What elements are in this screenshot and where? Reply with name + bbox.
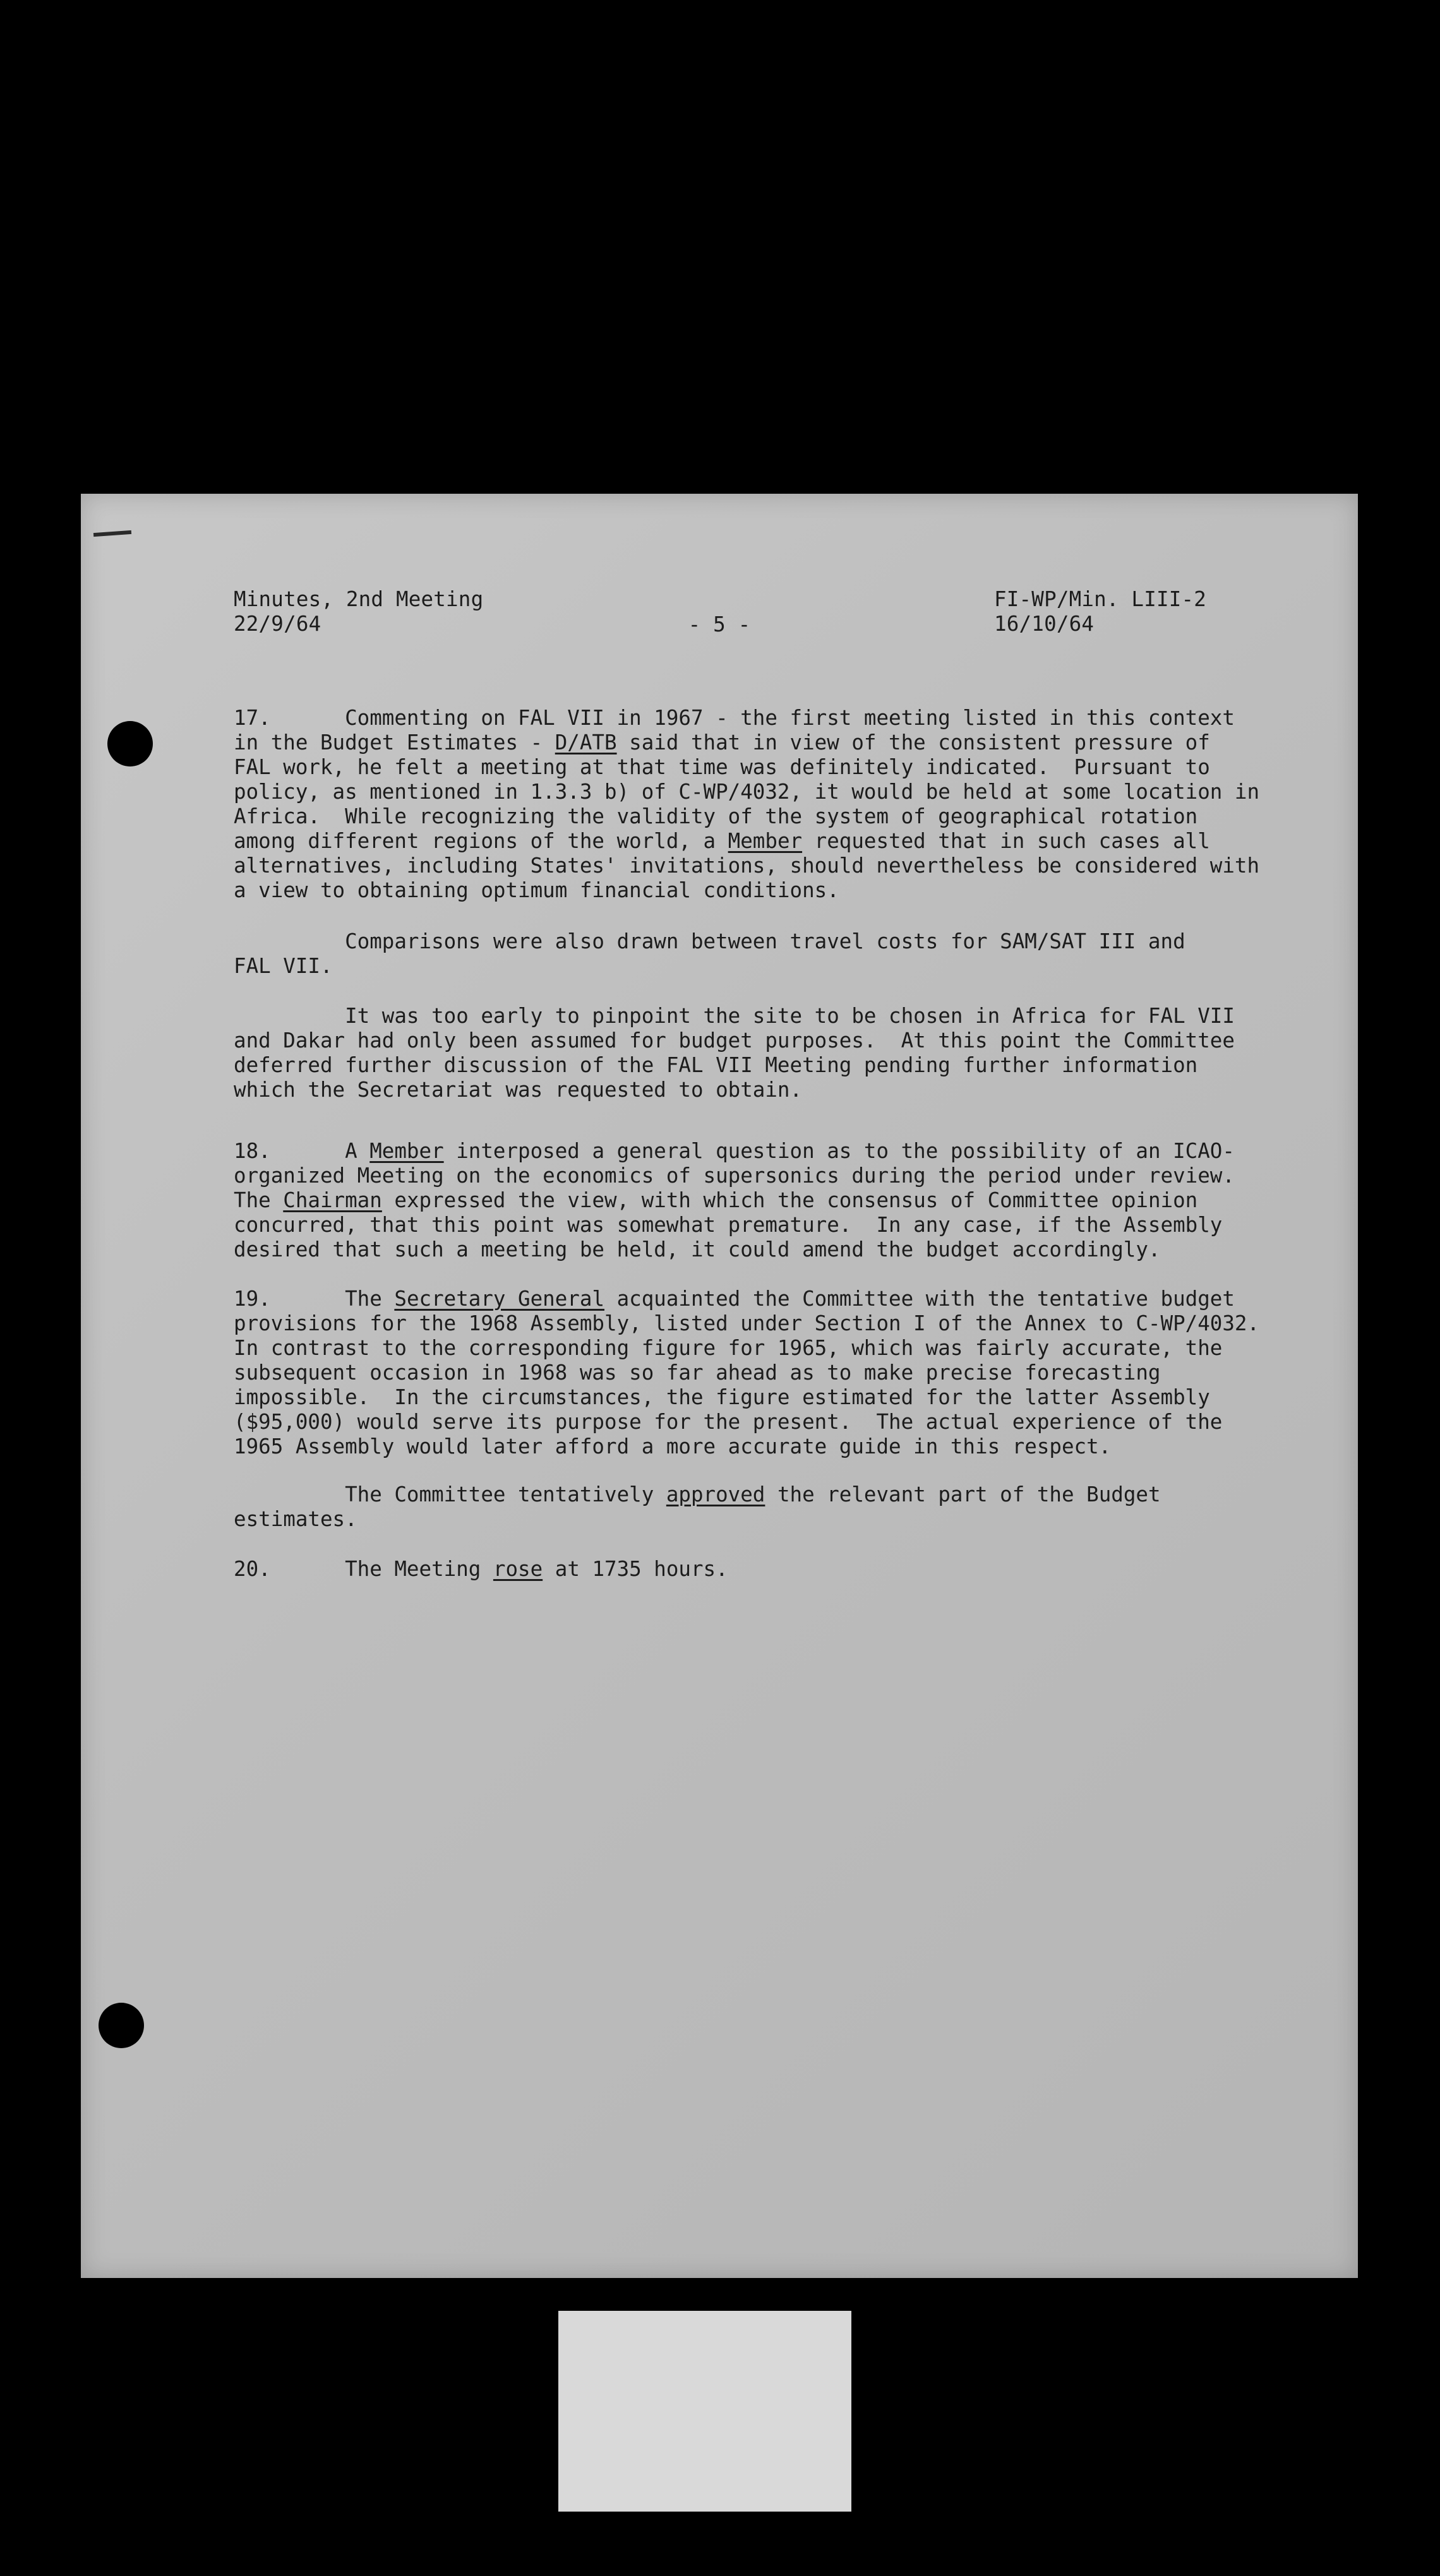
- text-line: 17. Commenting on FAL VII in 1967 - the first meeting listed in this context: [234, 706, 1235, 730]
- text-line: in the Budget Estimates -: [234, 730, 555, 754]
- text-line: interposed a general question as to the possibility of an ICAO-: [443, 1139, 1235, 1163]
- underlined-term: Chairman: [283, 1188, 382, 1212]
- header-right: [994, 587, 1206, 636]
- underlined-term: D/ATB: [555, 730, 617, 754]
- text-line: 18. A: [234, 1139, 370, 1163]
- text-line: organized Meeting on the economics of supersonics during the period under review.: [234, 1164, 1235, 1188]
- underlined-term: Secretary General: [394, 1287, 605, 1311]
- text-line: a view to obtaining optimum financial conditions.: [234, 878, 839, 902]
- text-line: concurred, that this point was somewhat premature. In any case, if the Assembly: [234, 1213, 1223, 1237]
- text-line: policy, as mentioned in 1.3.3 b) of C-WP/4032, it would be held at some location in: [234, 780, 1260, 804]
- paragraph-17-site: [234, 1004, 1235, 1102]
- text-line: among different regions of the world, a: [234, 829, 728, 853]
- meeting-date: 22/9/64: [234, 612, 321, 636]
- text-line: 1965 Assembly would later afford a more accurate guide in this respect.: [234, 1434, 1112, 1458]
- text-line: Africa. While recognizing the validity of the system of geographical rotation: [234, 804, 1198, 828]
- text-line: deferred further discussion of the FAL VII Meeting pending further information: [234, 1053, 1198, 1077]
- document-page: [81, 494, 1358, 2278]
- paragraph-19: [234, 1287, 1259, 1459]
- paragraph-18: [234, 1139, 1235, 1262]
- text-line: desired that such a meeting be held, it could amend the budget accordingly.: [234, 1237, 1161, 1261]
- text-line: ($95,000) would serve its purpose for the present. The actual experience of the: [234, 1410, 1223, 1434]
- text-line: said that in view of the consistent pressure of: [616, 730, 1210, 754]
- text-line: subsequent occasion in 1968 was so far ahead as to make precise forecasting: [234, 1361, 1161, 1385]
- text-line: It was too early to pinpoint the site to be chosen in Africa for FAL VII: [234, 1004, 1235, 1028]
- text-line: requested that in such cases all: [802, 829, 1210, 853]
- text-line: at 1735 hours.: [543, 1557, 728, 1581]
- punch-hole-bottom: [99, 2003, 144, 2048]
- paragraph-19-approval: [234, 1482, 1161, 1532]
- text-line: The Committee tentatively: [234, 1482, 666, 1506]
- paragraph-17-comparisons: [234, 929, 1185, 979]
- text-line: FAL VII.: [234, 954, 333, 978]
- text-line: provisions for the 1968 Assembly, listed under Section I of the Annex to C-WP/4032.: [234, 1311, 1260, 1335]
- meeting-title: Minutes, 2nd Meeting: [234, 587, 484, 611]
- punch-hole-top: [107, 721, 153, 766]
- text-line: The: [234, 1188, 284, 1212]
- corner-mark: [93, 530, 131, 537]
- text-line: impossible. In the circumstances, the figure estimated for the latter Assembly: [234, 1385, 1210, 1409]
- text-line: alternatives, including States' invitations, should nevertheless be considered with: [234, 854, 1260, 878]
- underlined-term: Member: [369, 1139, 444, 1163]
- underlined-term: approved: [666, 1482, 765, 1506]
- document-date: 16/10/64: [994, 612, 1095, 636]
- underlined-term: rose: [493, 1557, 543, 1581]
- blank-label-card: [558, 2311, 851, 2512]
- text-line: In contrast to the corresponding figure for 1965, which was fairly accurate, the: [234, 1336, 1223, 1360]
- text-line: expressed the view, with which the consensus of Committee opinion: [381, 1188, 1198, 1212]
- text-line: the relevant part of the Budget: [765, 1482, 1161, 1506]
- text-line: and Dakar had only been assumed for budget purposes. At this point the Committee: [234, 1029, 1235, 1052]
- text-line: which the Secretariat was requested to obtain.: [234, 1078, 803, 1102]
- text-line: 20. The Meeting: [234, 1557, 493, 1581]
- underlined-term: Member: [728, 829, 803, 853]
- text-line: estimates.: [234, 1507, 357, 1531]
- page-number: - 5 -: [688, 612, 751, 636]
- text-line: Comparisons were also drawn between travel costs for SAM/SAT III and: [234, 929, 1185, 953]
- text-line: FAL work, he felt a meeting at that time was definitely indicated. Pursuant to: [234, 755, 1210, 779]
- document-reference: FI-WP/Min. LIII-2: [994, 587, 1207, 611]
- paragraph-17: [234, 706, 1259, 903]
- text-line: acquainted the Committee with the tentative budget: [604, 1287, 1235, 1311]
- text-line: 19. The: [234, 1287, 395, 1311]
- paragraph-20: [234, 1557, 728, 1582]
